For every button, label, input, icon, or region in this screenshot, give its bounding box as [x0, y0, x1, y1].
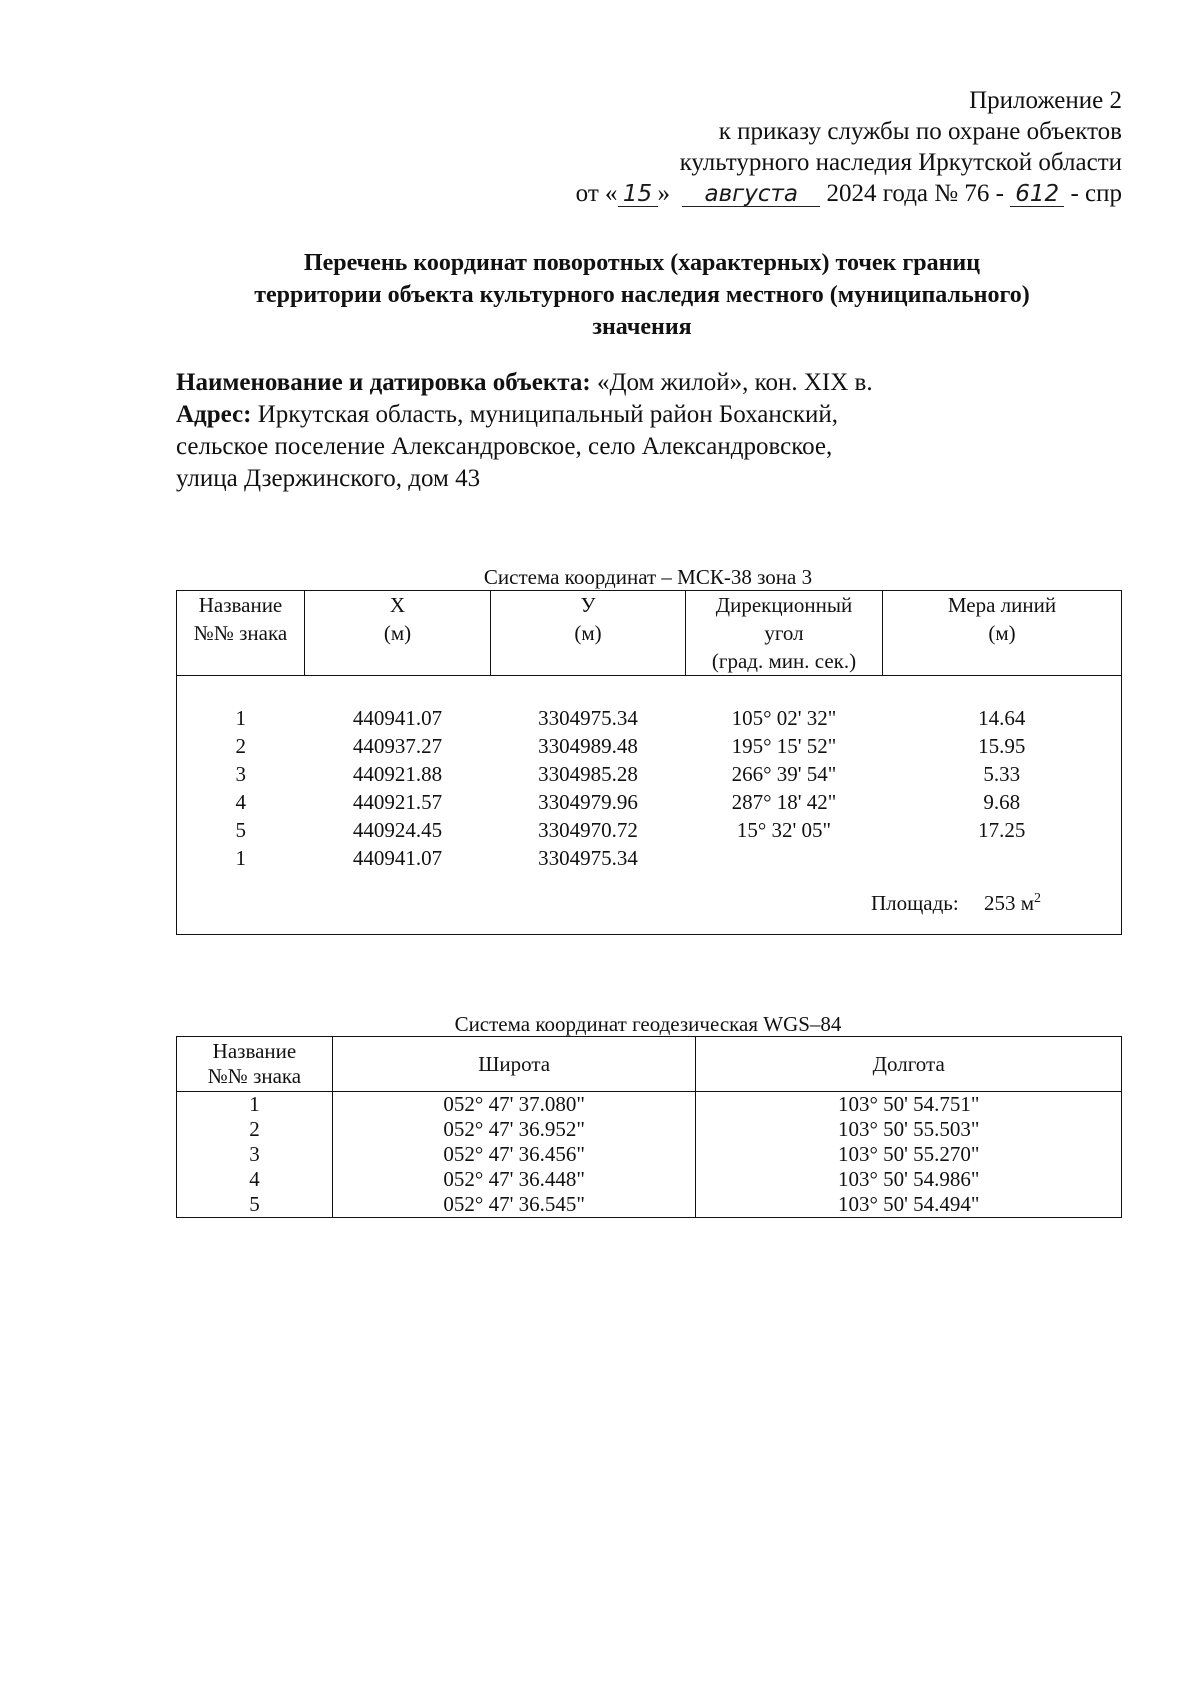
address-label: Адрес:: [176, 401, 252, 428]
address-line-2: [176, 431, 1134, 463]
title-line-1: Перечень координат поворотных (характерных) точек границ: [303, 250, 981, 276]
address-word: Александровское,: [641, 433, 833, 460]
latitude-value: 052° 47' 36.952": [332, 1117, 696, 1142]
point-number: 1: [235, 846, 246, 870]
address-word: сельское: [176, 433, 269, 460]
longitude-value: 103° 50' 55.270": [837, 1142, 980, 1166]
table-header-row: [177, 1037, 1122, 1092]
header-line-length: Мера линий (м): [883, 591, 1122, 676]
address-word: Боханский,: [718, 401, 839, 428]
object-name-row: [176, 367, 1134, 399]
table-row: [177, 704, 1122, 732]
length-value: 5.33: [983, 762, 1021, 786]
table-row: [177, 816, 1122, 844]
wgs-table-caption: Система координат геодезическая WGS–84: [454, 1012, 842, 1036]
address-word: область,: [375, 401, 464, 428]
y-value: 3304989.48: [538, 734, 638, 758]
length-value: 15.95: [978, 734, 1026, 758]
table-row: [177, 788, 1122, 816]
handwritten-order-number: 612: [1010, 182, 1064, 207]
address-line-3: улица Дзержинского, дом 43: [176, 465, 481, 492]
title-line-3: значения: [592, 314, 692, 340]
x-value: 440921.88: [352, 762, 443, 786]
x-value: 440941.07: [352, 706, 443, 730]
angle-value: 195° 15' 52": [731, 734, 837, 758]
address-word: Александровское,: [391, 433, 582, 460]
longitude-value: 103° 50' 54.494": [837, 1192, 980, 1216]
appendix-number: Приложение 2: [969, 87, 1122, 114]
area-value: 253 м: [983, 891, 1034, 915]
angle-value: 266° 39' 54": [731, 762, 837, 786]
header-point-name: Название №№ знака: [177, 591, 305, 676]
table-row: [177, 1167, 1122, 1192]
handwritten-day: 15: [618, 182, 658, 207]
object-name-value: «Дом жилой», кон. XIX в.: [596, 369, 873, 396]
appendix-header: [576, 85, 1122, 209]
header-y: У (м): [491, 591, 686, 676]
point-number: 1: [235, 706, 246, 730]
order-date-line: [576, 178, 1122, 209]
angle-value: [686, 844, 883, 872]
date-mid: »: [657, 180, 671, 207]
latitude-value: 052° 47' 36.456": [332, 1142, 696, 1167]
document-title: [150, 247, 1134, 343]
latitude-value: 052° 47' 37.080": [332, 1092, 696, 1118]
latitude-value: 052° 47' 36.448": [332, 1167, 696, 1192]
y-value: 3304979.96: [538, 790, 638, 814]
title-line-2: территории объекта культурного наследия местного (муниципального): [254, 282, 1030, 308]
date-year-number: 2024 года № 76 -: [826, 180, 1004, 207]
longitude-value: 103° 50' 55.503": [837, 1117, 980, 1141]
table-row: [177, 1117, 1122, 1142]
object-name-label: Наименование и датировка объекта:: [176, 369, 591, 396]
x-value: 440941.07: [352, 846, 443, 870]
table-row: [177, 1192, 1122, 1218]
header-point-name: Название №№ знака: [177, 1037, 333, 1092]
date-prefix: от «: [575, 180, 618, 207]
address-word: поселение: [274, 433, 385, 460]
point-number: 3: [177, 1142, 333, 1167]
latitude-value: 052° 47' 36.545": [332, 1192, 696, 1218]
length-value: 17.25: [978, 818, 1026, 842]
order-suffix: - спр: [1070, 180, 1122, 207]
msk-table-caption: Система координат – МСК-38 зона 3: [483, 565, 813, 589]
x-value: 440937.27: [352, 734, 443, 758]
table-row: [177, 844, 1122, 872]
point-number: 2: [235, 734, 246, 758]
x-value: 440921.57: [352, 790, 443, 814]
address-word: село: [587, 433, 636, 460]
header-x: X (м): [305, 591, 491, 676]
length-value: 14.64: [978, 706, 1026, 730]
wgs-coordinates-table: [176, 1036, 1122, 1218]
point-number: 1: [177, 1092, 333, 1118]
length-value: [883, 844, 1122, 872]
area-cell: [177, 872, 1122, 935]
address-word: Иркутская: [257, 401, 370, 428]
msk-coordinates-table: [176, 590, 1122, 935]
header-direction-angle: Дирекционный угол (град. мин. сек.): [686, 591, 883, 676]
address-word: муниципальный: [469, 401, 644, 428]
area-unit-superscript: 2: [1034, 891, 1041, 906]
x-value: 440924.45: [352, 818, 443, 842]
angle-value: 15° 32' 05": [736, 818, 832, 842]
table-row: [177, 1142, 1122, 1167]
point-number: 2: [177, 1117, 333, 1142]
table-row: [177, 732, 1122, 760]
longitude-value: 103° 50' 54.986": [837, 1167, 980, 1191]
area-label: Площадь:: [870, 891, 959, 915]
order-ref-line1: к приказу службы по охране объектов: [718, 118, 1122, 145]
point-number: 4: [177, 1167, 333, 1192]
longitude-value: 103° 50' 54.751": [837, 1092, 980, 1116]
header-latitude: Широта: [332, 1037, 696, 1092]
point-number: 5: [177, 1192, 333, 1218]
object-info: [176, 367, 1134, 495]
table-row: [177, 1092, 1122, 1118]
angle-value: 105° 02' 32": [731, 706, 837, 730]
y-value: 3304975.34: [538, 846, 638, 870]
header-longitude: Долгота: [696, 1037, 1122, 1092]
address-word: район: [649, 401, 713, 428]
y-value: 3304975.34: [538, 706, 638, 730]
area-row: [177, 872, 1122, 935]
point-number: 3: [235, 762, 246, 786]
angle-value: 287° 18' 42": [731, 790, 837, 814]
point-number: 4: [235, 790, 246, 814]
order-ref-line2: культурного наследия Иркутской области: [679, 149, 1122, 176]
y-value: 3304970.72: [538, 818, 638, 842]
point-number: 5: [235, 818, 246, 842]
length-value: 9.68: [983, 790, 1021, 814]
address-line-1: [176, 399, 1134, 431]
table-row: [177, 760, 1122, 788]
y-value: 3304985.28: [538, 762, 638, 786]
handwritten-month: августа: [682, 182, 820, 207]
table-header-row: [177, 591, 1122, 676]
